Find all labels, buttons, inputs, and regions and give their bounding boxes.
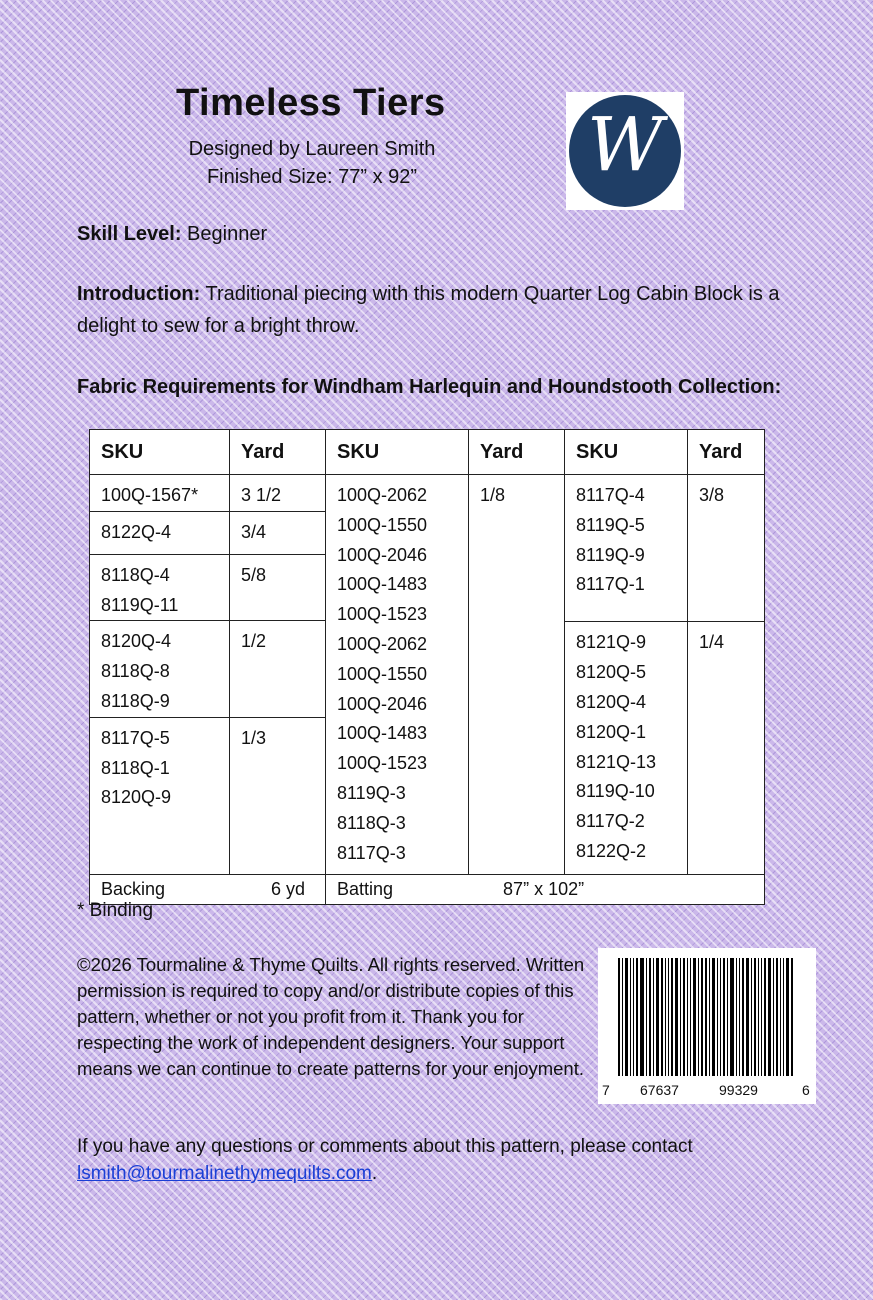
barcode-bar xyxy=(636,958,638,1076)
barcode-bar xyxy=(683,958,685,1076)
barcode-bar xyxy=(712,958,715,1076)
contact-tail: . xyxy=(371,1163,378,1184)
barcode-bar xyxy=(701,958,703,1076)
batting-cell xyxy=(326,874,765,904)
finished-size: Finished Size: 77” x 92” xyxy=(206,166,418,188)
barcode-bar xyxy=(720,958,721,1076)
skill-value: Beginner xyxy=(181,223,268,245)
barcode-bar xyxy=(758,958,759,1076)
barcode-bar xyxy=(690,958,691,1076)
column-header: Yard xyxy=(469,430,565,475)
barcode-bar xyxy=(661,958,663,1076)
barcode-bar xyxy=(717,958,718,1076)
table-row-footer xyxy=(90,874,765,904)
barcode-bar xyxy=(773,958,774,1076)
barcode-bar xyxy=(633,958,634,1076)
introduction-text: Traditional piecing with this modern Quarter Log Cabin Block is a delight to sew for a bright throw. xyxy=(77,283,780,337)
contact-text: If you have any questions or comments about this pattern, please contact xyxy=(77,1136,693,1157)
column-header: Yard xyxy=(230,430,326,475)
pattern-title: Timeless Tiers xyxy=(176,82,446,124)
barcode-bar xyxy=(783,958,784,1076)
backing-value: 6 yd xyxy=(270,878,305,899)
barcode-bar xyxy=(768,958,771,1076)
fabric-requirements-table xyxy=(89,429,765,905)
barcode-bar xyxy=(656,958,659,1076)
designer-credit: Designed by Laureen Smith xyxy=(188,138,436,160)
barcode-bar xyxy=(736,958,737,1076)
barcode-bar xyxy=(746,958,749,1076)
barcode-bar xyxy=(653,958,654,1076)
barcode-bar xyxy=(730,958,734,1076)
email-link[interactable]: lsmith@tourmalinethymequilts.com xyxy=(77,1163,372,1184)
column-header: SKU xyxy=(565,430,688,475)
column-header: Yard xyxy=(688,430,765,475)
column-header: SKU xyxy=(90,430,230,475)
yard-cell: 5/8 xyxy=(230,554,326,621)
fabric-requirements-heading: Fabric Requirements for Windham Harlequin and Houndstooth Collection: xyxy=(77,376,782,398)
barcode-bar xyxy=(723,958,725,1076)
barcode-bar xyxy=(776,958,778,1076)
barcode-bar xyxy=(646,958,647,1076)
upc-barcode xyxy=(598,948,816,1104)
barcode-bar xyxy=(705,958,707,1076)
barcode-bar xyxy=(739,958,740,1076)
yard-cell: 1/3 xyxy=(230,717,326,874)
sku-cell: 8120Q-4 8118Q-8 8118Q-9 xyxy=(90,621,230,717)
sku-cell: 8122Q-4 xyxy=(90,511,230,554)
barcode-bar xyxy=(625,958,628,1076)
skill-label: Skill Level: xyxy=(77,223,182,245)
barcode-bar xyxy=(761,958,762,1076)
yard-cell: 1/4 xyxy=(688,622,765,874)
barcode-bar xyxy=(668,958,669,1076)
barcode-bar xyxy=(751,958,752,1076)
barcode-bar xyxy=(640,958,644,1076)
sku-cell: 8117Q-5 8118Q-1 8120Q-9 xyxy=(90,717,230,874)
barcode-bar xyxy=(618,958,620,1076)
barcode-bar xyxy=(727,958,728,1076)
yard-cell: 3 1/2 xyxy=(230,475,326,512)
copyright-notice: ©2026 Tourmaline & Thyme Quilts. All rights reserved. Written permission is required to copy and/or distribute copies of this pattern, whether or not you profit from it. Thank you for respecting the work of independent designers. Your support means we can continue to create patterns for your enjoyment. xyxy=(77,954,585,1079)
batting-label: Batting xyxy=(337,878,394,899)
barcode-digit: 99329 xyxy=(719,1082,758,1098)
table-row xyxy=(90,475,765,512)
barcode-bar xyxy=(786,958,789,1076)
barcode-bar xyxy=(698,958,699,1076)
brand-logo xyxy=(566,92,684,210)
sku-cell: 8118Q-4 8119Q-11 xyxy=(90,554,230,621)
barcode-bar xyxy=(630,958,631,1076)
barcode-digit: 7 xyxy=(602,1082,610,1098)
sku-cell: 100Q-1567* xyxy=(90,475,230,512)
barcode-bar xyxy=(791,958,793,1076)
barcode-digit: 67637 xyxy=(640,1082,679,1098)
barcode-bar xyxy=(742,958,744,1076)
backing-label: Backing xyxy=(101,878,166,899)
barcode-bar xyxy=(709,958,710,1076)
barcode-digits xyxy=(598,1082,816,1100)
batting-value: 87” x 102” xyxy=(503,878,585,899)
barcode-bar xyxy=(687,958,688,1076)
skill-level xyxy=(77,223,267,246)
barcode-bar xyxy=(649,958,651,1076)
barcode-bar xyxy=(780,958,781,1076)
yard-cell: 1/2 xyxy=(230,621,326,717)
table-header-row xyxy=(90,430,765,475)
logo-letter: W xyxy=(586,102,664,188)
barcode-bar xyxy=(764,958,766,1076)
barcode-bar xyxy=(622,958,623,1076)
sku-cell: 8117Q-4 8119Q-5 8119Q-9 8117Q-1 xyxy=(565,475,688,622)
barcode-bar xyxy=(675,958,678,1076)
column-header: SKU xyxy=(326,430,469,475)
yard-cell: 1/8 xyxy=(469,475,565,875)
binding-note: * Binding xyxy=(77,900,154,921)
contact-info xyxy=(77,1133,837,1187)
introduction xyxy=(77,278,807,342)
yard-cell: 3/4 xyxy=(230,511,326,554)
sku-cell: 8121Q-9 8120Q-5 8120Q-4 8120Q-1 8121Q-13 8119Q-10 8117Q-2 8122Q-2 xyxy=(565,622,688,874)
barcode-bars xyxy=(618,958,798,1076)
barcode-bar xyxy=(665,958,666,1076)
yard-cell: 3/8 xyxy=(688,475,765,622)
barcode-bar xyxy=(754,958,756,1076)
sku-cell: 100Q-2062 100Q-1550 100Q-2046 100Q-1483 100Q-1523 100Q-2062 100Q-1550 100Q-2046 100Q-1483 100Q-1523 8119Q-3 8118Q-3 8117Q-3 xyxy=(326,475,469,875)
barcode-digit: 6 xyxy=(802,1082,810,1098)
barcode-bar xyxy=(671,958,673,1076)
barcode-bar xyxy=(693,958,696,1076)
introduction-label: Introduction: xyxy=(77,283,201,305)
barcode-bar xyxy=(680,958,681,1076)
